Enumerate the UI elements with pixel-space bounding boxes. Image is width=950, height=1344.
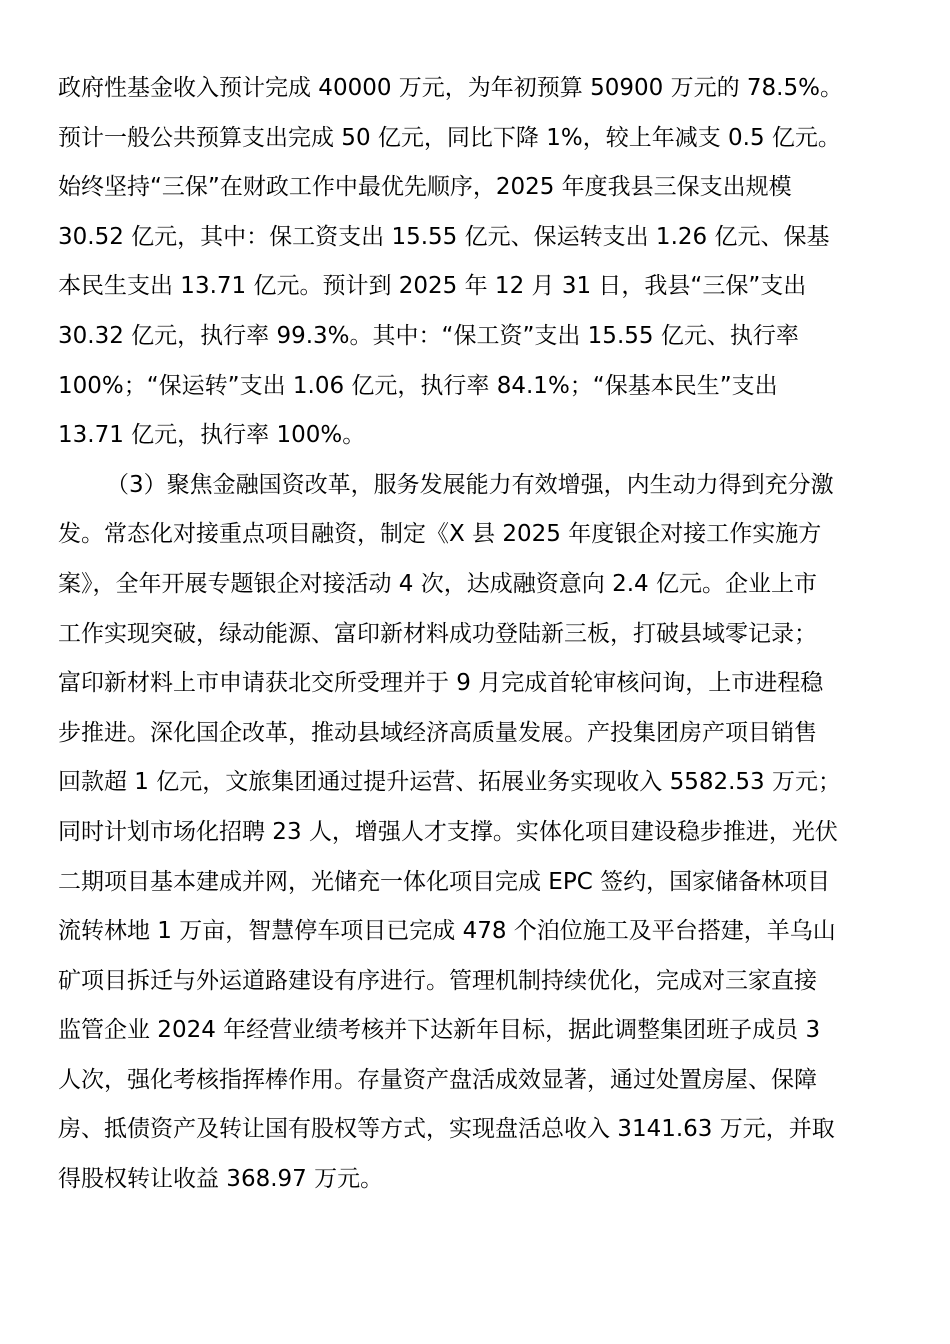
paragraph-line: 流转林地 1 万亩，智慧停车项目已完成 478 个泊位施工及平台搭建，羊乌山 [58,918,836,945]
paragraph-line: 步推进。深化国企改革，推动县域经济高质量发展。产投集团房产项目销售 [58,719,817,746]
paragraph-line: 人次，强化考核指挥棒作用。存量资产盘活成效显著，通过处置房屋、保障 [58,1066,817,1093]
paragraph-line: 案》，全年开展专题银企对接活动 4 次，达成融资意向 2.4 亿元。企业上市 [58,570,817,597]
paragraph-line: 发。常态化对接重点项目融资，制定《X 县 2025 年度银企对接工作实施方 [58,521,822,548]
paragraph-line: 本民生支出 13.71 亿元。预计到 2025 年 12 月 31 日，我县“三保”支出 [58,273,807,300]
paragraph-line: 30.32 亿元，执行率 99.3%。其中：“保工资”支出 15.55 亿元、执行率 [58,322,799,349]
paragraph-line: 富印新材料上市申请获北交所受理并于 9 月完成首轮审核问询，上市进程稳 [58,670,824,697]
paragraph-line: 100%；“保运转”支出 1.06 亿元，执行率 84.1%；“保基本民生”支出 [58,372,778,399]
section-heading-line: （3）聚焦金融国资改革，服务发展能力有效增强，内生动力得到充分激 [106,471,834,498]
document-body [58,64,898,1205]
paragraph-line: 得股权转让收益 368.97 万元。 [58,1166,384,1193]
paragraph-line: 二期项目基本建成并网，光储充一体化项目完成 EPC 签约，国家储备林项目 [58,868,831,895]
paragraph-line: 13.71 亿元，执行率 100%。 [58,422,366,449]
paragraph-line: 房、抵债资产及转让国有股权等方式，实现盘活总收入 3141.63 万元，并取 [58,1116,835,1143]
paragraph-line: 矿项目拆迁与外运道路建设有序进行。管理机制持续优化，完成对三家直接 [58,967,817,994]
paragraph-line: 同时计划市场化招聘 23 人，增强人才支撑。实体化项目建设稳步推进，光伏 [58,818,838,845]
paragraph-line: 监管企业 2024 年经营业绩考核并下达新年目标，据此调整集团班子成员 3 [58,1017,821,1044]
paragraph-line: 预计一般公共预算支出完成 50 亿元，同比下降 1%，较上年减支 0.5 亿元。 [58,124,841,151]
paragraph-line: 回款超 1 亿元，文旅集团通过提升运营、拓展业务实现收入 5582.53 万元； [58,769,841,796]
paragraph-line: 工作实现突破，绿动能源、富印新材料成功登陆新三板，打破县域零记录； [58,620,817,647]
paragraph-line: 始终坚持“三保”在财政工作中最优先顺序，2025 年度我县三保支出规模 [58,174,792,201]
paragraph-line: 30.52 亿元，其中：保工资支出 15.55 亿元、保运转支出 1.26 亿元、保基 [58,223,830,250]
paragraph-line: 政府性基金收入预计完成 40000 万元，为年初预算 50900 万元的 78.5%。 [58,75,843,101]
paragraph-fiscal-expenditure [58,64,898,461]
paragraph-finance-soe-reform [58,461,898,1205]
